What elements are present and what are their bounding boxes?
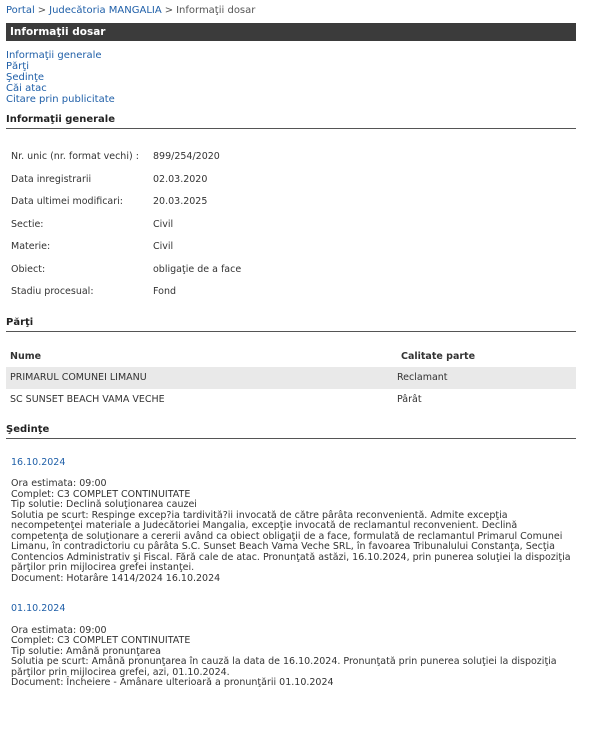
session-solution-summary: Solutia pe scurt: Amână pronunţarea în cauză la data de 16.10.2024. Pronunţată prin punerea soluţiei la dispoziţia părţilor prin mijlocirea grefei, azi, 01.10.2024. <box>11 656 557 678</box>
info-label: Nr. unic (nr. format vechi) : <box>11 151 139 162</box>
section-heading-general: Informaţii generale <box>6 114 576 129</box>
info-label: Stadiu procesual: <box>11 286 94 297</box>
toc-link-citations[interactable]: Citare prin publicitate <box>6 94 115 105</box>
session-solution-summary: Solutia pe scurt: Respinge excep?ia tardivită?ii invocată de către pârâta reconvenientă. Admite excepţia necompetenţei materiale a Judecătoriei Mangalia, excepţie invocată de reclamantul reconvenient. Declină competenţa de soluţionare a cererii având ca obiect obligaţii de a face, formulată de reclamantul Primarul Comunei Limanu, în contradictoriu cu pârâta S.C. Sunset Beach Vama Veche SRL, în favoarea Tribunalului Constanţa, Secţia Contencios Administrativ şi Fiscal. Fără cale de atac. Pronunţată astăzi, 16.10.2024, prin punerea soluţiei la dispoziţia părţilor prin mijlocirea grefei instanţei. <box>11 509 571 573</box>
toc-link-appeals[interactable]: Căi atac <box>6 83 47 94</box>
breadcrumb-portal-link[interactable]: Portal <box>6 5 35 16</box>
session-time: Ora estimata: 09:00 <box>11 624 107 636</box>
session-solution-type: Tip solutie: Amână pronunţarea <box>11 645 162 657</box>
session-time: Ora estimata: 09:00 <box>11 478 107 489</box>
party-name: SC SUNSET BEACH VAMA VECHE <box>10 393 165 405</box>
info-row <box>6 169 582 192</box>
info-value: 20.03.2025 <box>153 196 208 207</box>
column-header-name: Nume <box>10 350 42 362</box>
info-value: Fond <box>153 286 176 297</box>
toc-link-parties[interactable]: Părţi <box>6 61 29 72</box>
info-row <box>6 214 582 237</box>
section-heading-sessions: Şedinţe <box>6 424 576 439</box>
breadcrumb <box>6 0 582 18</box>
session-document: Document: Încheiere - Amânare ulterioară a pronunţării 01.10.2024 <box>11 677 334 688</box>
table-row <box>6 389 576 411</box>
session-panel: Complet: C3 COMPLET CONTINUITATE <box>11 488 191 500</box>
general-info-table <box>6 146 582 304</box>
session-date: 01.10.2024 <box>11 603 66 614</box>
breadcrumb-separator: > <box>164 5 174 16</box>
toc-link-sessions[interactable]: Şedinţe <box>6 72 45 83</box>
column-header-role: Calitate parte <box>401 350 476 362</box>
info-label: Data inregistrarii <box>11 173 92 185</box>
session-solution-type: Tip solutie: Declină soluţionarea cauzei <box>11 499 197 510</box>
section-heading-parties: Părţi <box>6 317 576 332</box>
party-name: PRIMARUL COMUNEI LIMANU <box>10 371 147 383</box>
table-row <box>6 367 576 389</box>
info-value: 899/254/2020 <box>153 151 220 162</box>
info-row <box>6 146 582 169</box>
session-entry <box>6 458 576 585</box>
session-entry <box>6 604 576 689</box>
party-role: Pârât <box>397 393 422 405</box>
table-of-contents <box>6 50 582 105</box>
info-value: 02.03.2020 <box>153 173 208 185</box>
info-label: Obiect: <box>11 263 46 275</box>
info-label: Materie: <box>11 241 51 252</box>
page-title: Informaţii dosar <box>6 23 576 41</box>
breadcrumb-court-link[interactable]: Judecătoria MANGALIA <box>49 5 162 16</box>
breadcrumb-separator: > <box>37 5 47 16</box>
breadcrumb-current: Informaţii dosar <box>176 5 256 16</box>
info-value: Civil <box>153 241 174 252</box>
info-label: Data ultimei modificari: <box>11 196 123 207</box>
info-row <box>6 281 582 304</box>
party-role: Reclamant <box>397 371 448 383</box>
info-row <box>6 236 582 259</box>
session-date: 16.10.2024 <box>11 456 66 468</box>
info-row <box>6 259 582 282</box>
info-value: obligaţie de a face <box>153 263 242 275</box>
session-panel: Complet: C3 COMPLET CONTINUITATE <box>11 635 191 646</box>
info-label: Sectie: <box>11 218 44 230</box>
toc-link-general[interactable]: Informaţii generale <box>6 50 102 61</box>
parties-table-header <box>6 347 576 367</box>
info-row <box>6 191 582 214</box>
session-document: Document: Hotarâre 1414/2024 16.10.2024 <box>11 572 221 584</box>
info-value: Civil <box>153 218 174 230</box>
